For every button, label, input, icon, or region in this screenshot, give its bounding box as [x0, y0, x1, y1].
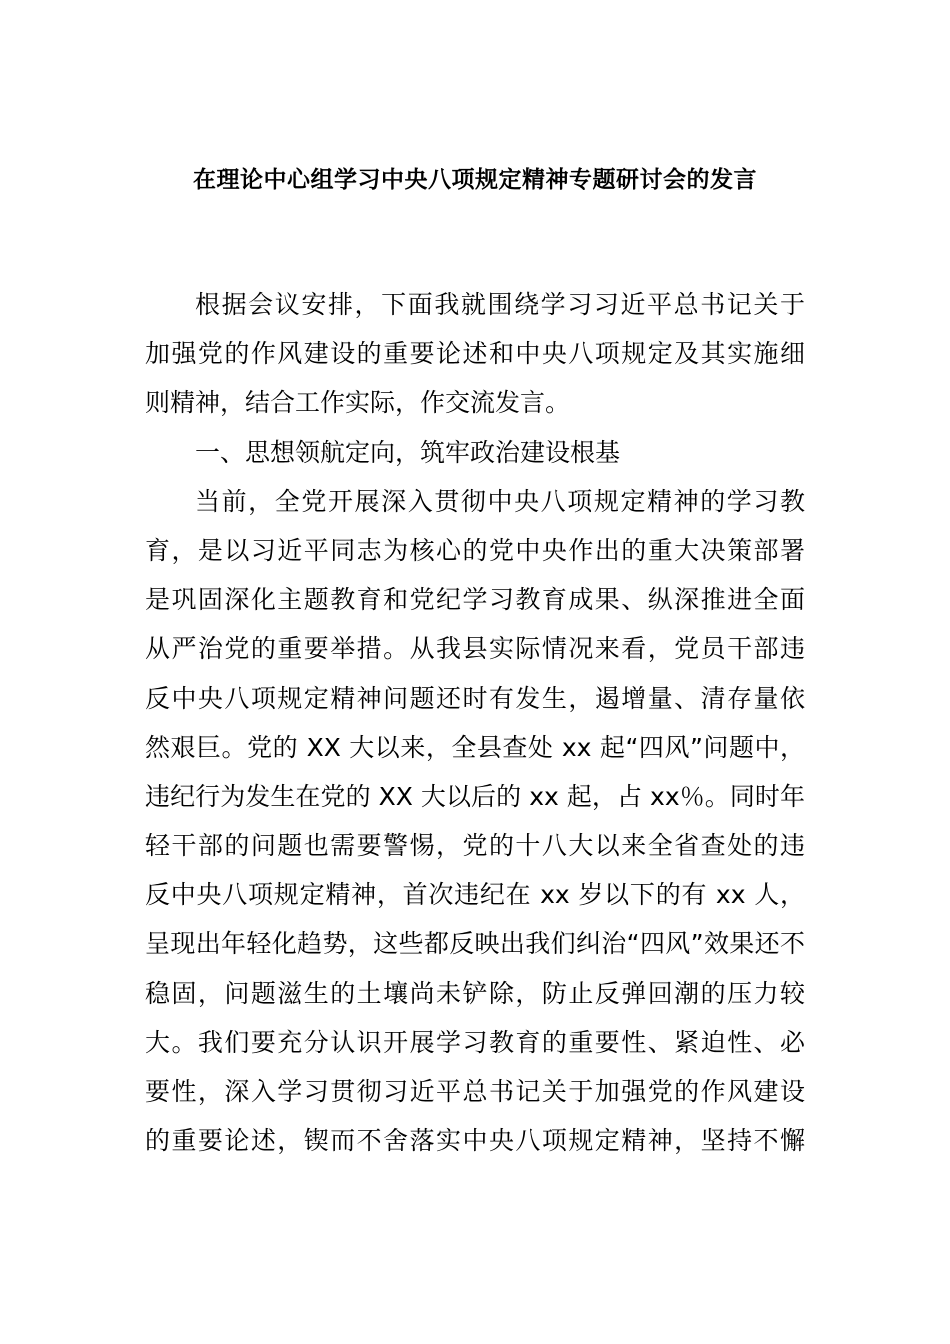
section-heading: 一、思想领航定向，筑牢政治建设根基 — [195, 437, 621, 467]
text-line: 大。我们要充分认识开展学习教育的重要性、紧迫性、必 — [145, 1027, 805, 1057]
text-line: 是巩固深化主题教育和党纪学习教育成果、纵深推进全面 — [145, 585, 805, 615]
text-line: 则精神，结合工作实际，作交流发言。 — [145, 388, 571, 418]
text-line: 加强党的作风建设的重要论述和中央八项规定及其实施细 — [145, 339, 805, 369]
text-line: 反中央八项规定精神问题还时有发生，遏增量、清存量依 — [145, 683, 805, 713]
text-line: 从严治党的重要举措。从我县实际情况来看，党员干部违 — [145, 634, 805, 664]
text-line: 稳固，问题滋生的土壤尚未铲除，防止反弹回潮的压力较 — [145, 978, 805, 1008]
text-line: 呈现出年轻化趋势，这些都反映出我们纠治“四风”效果还不 — [145, 929, 805, 959]
text-line: 要性，深入学习贯彻习近平总书记关于加强党的作风建设 — [145, 1077, 805, 1106]
text-line: 的重要论述，锲而不舍落实中央八项规定精神，坚持不懈 — [145, 1126, 805, 1156]
text-line: 根据会议安排，下面我就围绕学习习近平总书记关于 — [195, 290, 805, 319]
document-title: 在理论中心组学习中央八项规定精神专题研讨会的发言 — [193, 167, 757, 193]
document-body — [145, 280, 805, 1165]
text-line: 当前，全党开展深入贯彻中央八项规定精神的学习教 — [195, 486, 805, 516]
text-line: 育，是以习近平同志为核心的党中央作出的重大决策部署 — [145, 535, 805, 565]
text-line: 反中央八项规定精神，首次违纪在 xx 岁以下的有 xx 人， — [145, 880, 805, 910]
text-line: 轻干部的问题也需要警惕，党的十八大以来全省查处的违 — [145, 831, 805, 861]
text-line: 违纪行为发生在党的 XX 大以后的 xx 起，占 xx％。同时年 — [145, 781, 805, 811]
text-line: 然艰巨。党的 XX 大以来，全县查处 xx 起“四风”问题中， — [145, 732, 805, 762]
